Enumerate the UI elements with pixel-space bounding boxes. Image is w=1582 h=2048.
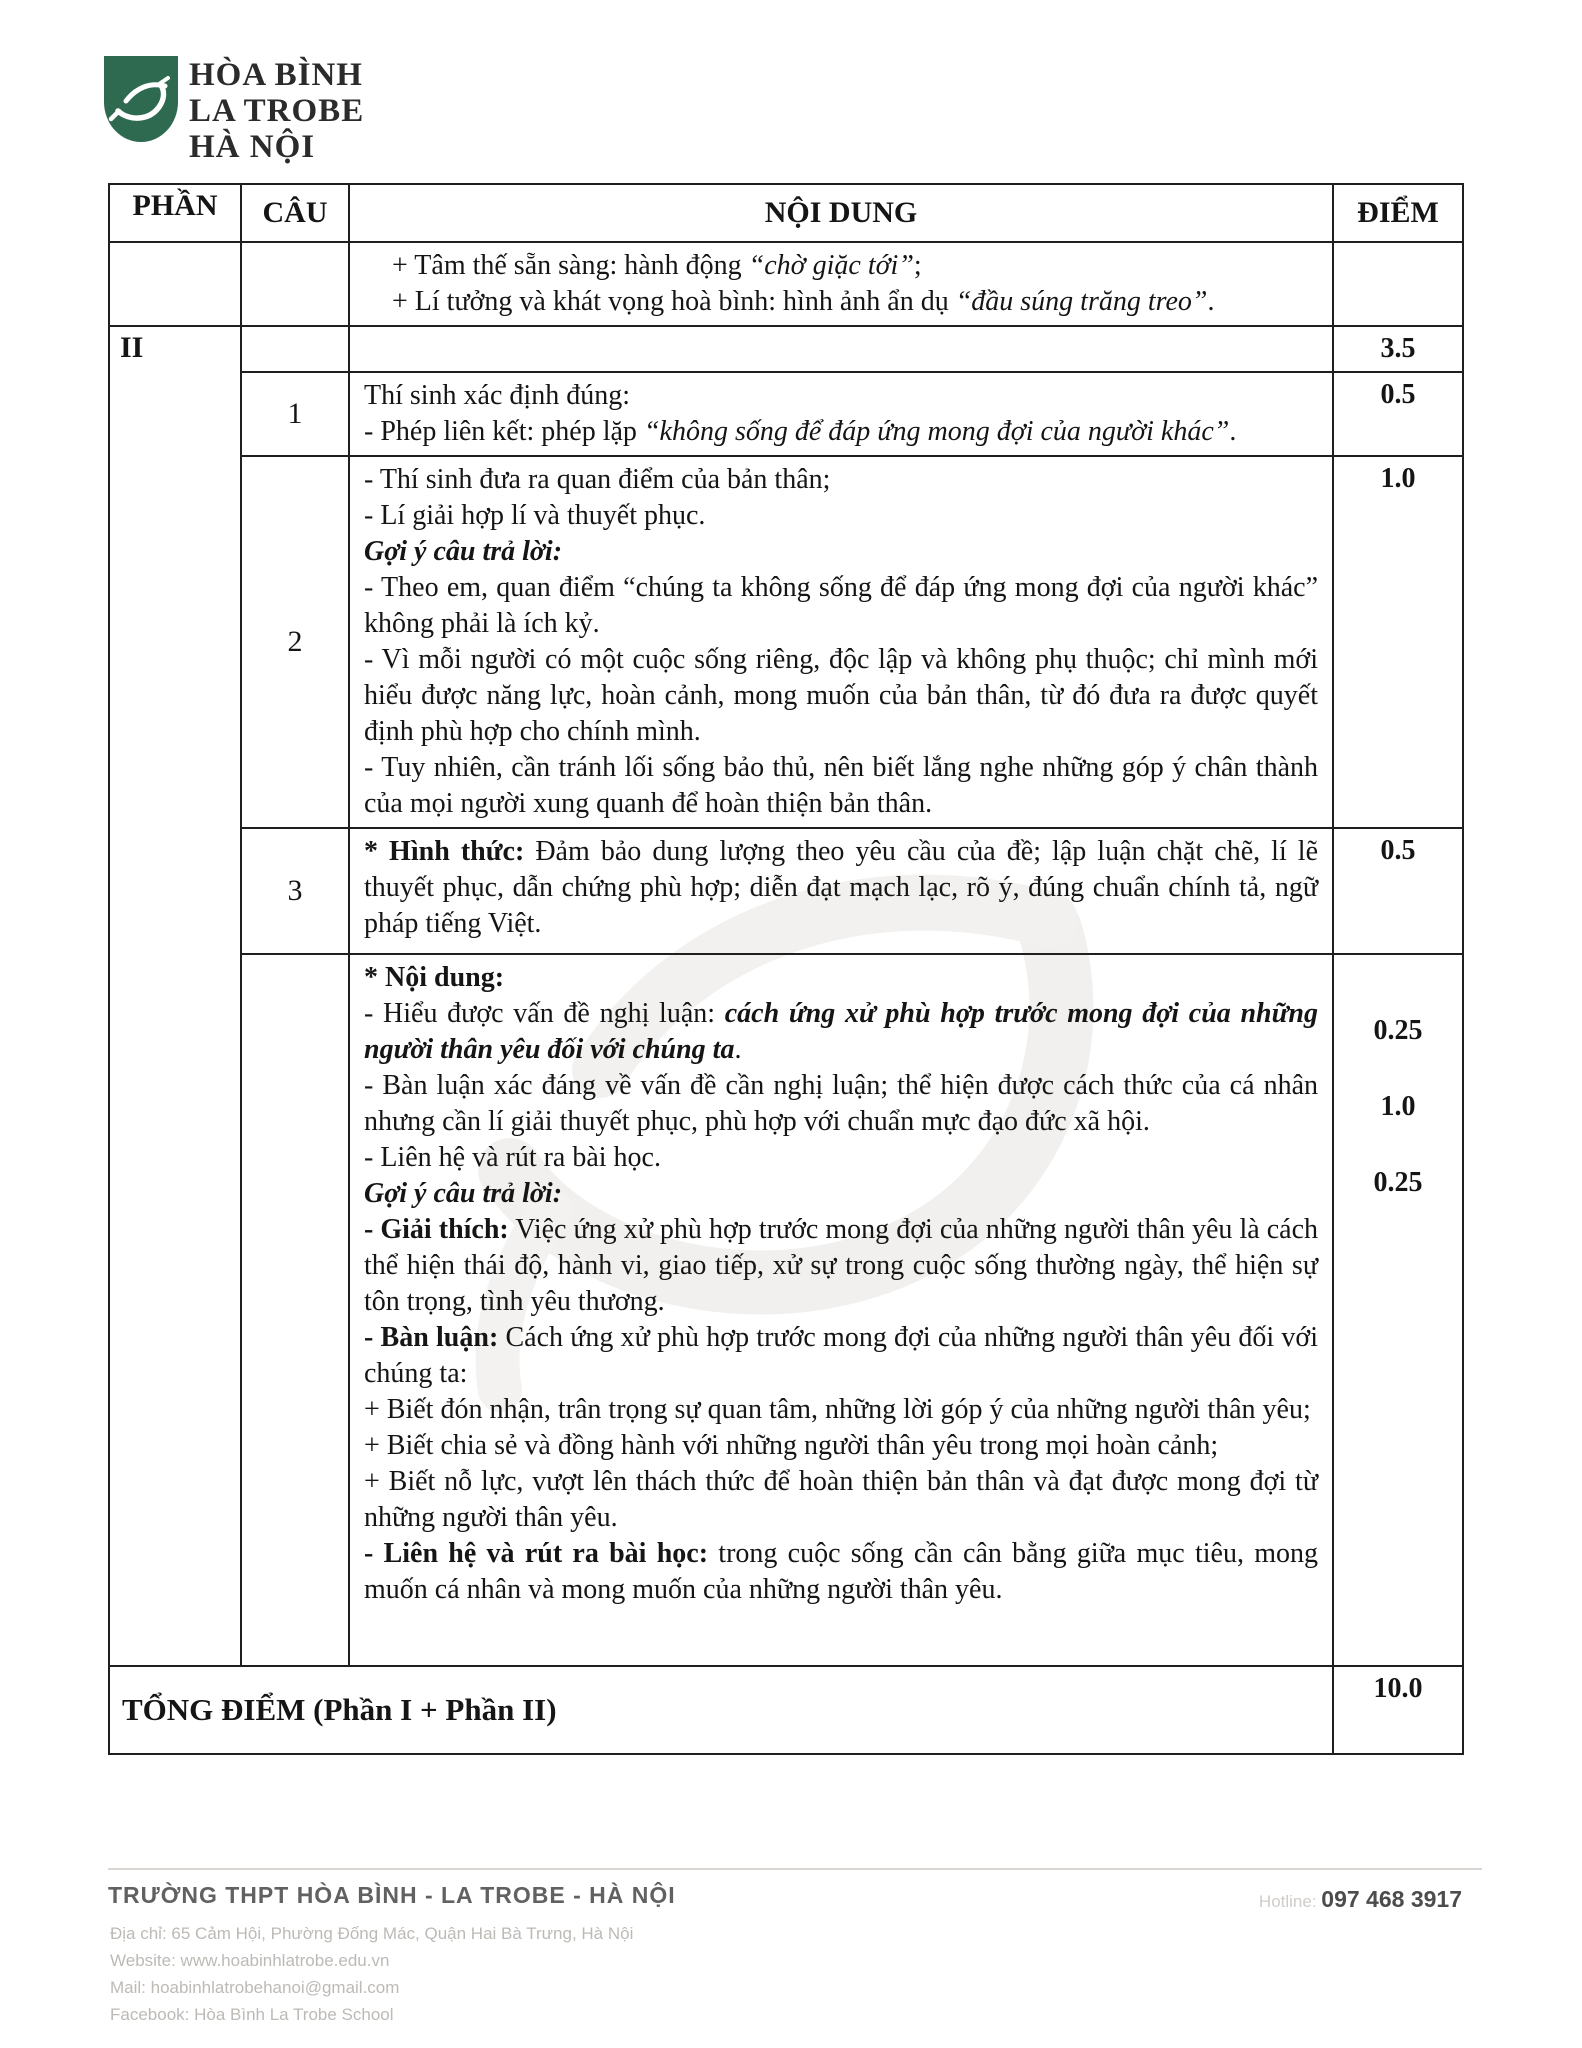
question3-content-row <box>109 954 1463 1666</box>
score-025-a: 0.25 <box>1373 1015 1423 1046</box>
question3-content-block: * Nội dung: - Hiểu được vấn đề nghị luận: cách ứng xử phù hợp trước mong đợi của những người thân yêu đối với chúng ta. - Bàn luận xác đáng về vấn đề cần nghị luận; thể hiện được cách thức của cá nhân nhưng cần lí giải thuyết phục, phù hợp với chuẩn mực đạo đức xã hội. - Liên hệ và rút ra bài học. Gợi ý câu trả lời: - Giải thích: Việc ứng xử phù hợp trước mong đợi của những người thân yêu là cách thể hiện thái độ, hành vi, giao tiếp, xử sự trong cuộc sống thường ngày, thể hiện sự tôn trọng, tình yêu thương. - Bàn luận: Cách ứng xử phù hợp trước mong đợi của những người thân yêu đối với chúng ta: + Biết đón nhận, trân trọng sự quan tâm, những lời góp ý của những người thân yêu; + Biết chia sẻ và đồng hành với những người thân yêu trong mọi hoàn cảnh; + Biết nỗ lực, vượt lên thách thức để hoàn thiện bản thân và đạt được mong đợi từ những người thân yêu. - Liên hệ và rút ra bài học: trong cuộc sống cần cân bằng giữa mục tiêu, mong muốn cá nhân và mong muốn của những người thân yêu. <box>349 954 1333 1666</box>
question2-row <box>109 456 1463 828</box>
question3-form-score: 0.5 <box>1333 828 1463 954</box>
part2-score: 3.5 <box>1333 326 1463 372</box>
footer-website: Website: www.hoabinhlatrobe.edu.vn <box>110 1951 390 1970</box>
score-025-b: 0.25 <box>1373 1167 1423 1198</box>
score-10: 1.0 <box>1380 1091 1416 1122</box>
question3-form-row <box>109 828 1463 954</box>
header-diem: ĐIỂM <box>1333 184 1463 242</box>
footer-school-name: TRƯỜNG THPT HÒA BÌNH - LA TROBE - HÀ NỘI <box>108 1882 676 1908</box>
logo-shield <box>103 55 179 143</box>
empty-cau-cell <box>241 954 349 1666</box>
question2-content: - Thí sinh đưa ra quan điểm của bản thân; - Lí giải hợp lí và thuyết phục. Gợi ý câu trả lời: - Theo em, quan điểm “chúng ta không sống để đáp ứng mong đợi của người khác” không phải là ích kỷ. - Vì mỗi người có một cuộc sống riêng, độc lập và không phụ thuộc; chỉ mình mới hiểu được năng lực, hoàn cảnh, mong muốn của bản thân, từ đó đưa ra được quyết định phù hợp cho chính mình. - Tuy nhiên, cần tránh lối sống bảo thủ, nên biết lắng nghe những góp ý chân thành của mọi người xung quanh để hoàn thiện bản thân. <box>349 456 1333 828</box>
question3-form-content: * Hình thức: Đảm bảo dung lượng theo yêu cầu của đề; lập luận chặt chẽ, lí lẽ thuyết phục, dẫn chứng phù hợp; diễn đạt mạch lạc, rõ ý, đúng chuẩn chính tả, ngữ pháp tiếng Việt. <box>349 828 1333 954</box>
footer-contact-block <box>110 1920 633 2028</box>
rubric-table <box>108 183 1464 1755</box>
question1-score: 0.5 <box>1333 372 1463 456</box>
part2-row <box>109 326 1463 372</box>
question3-content-scores <box>1333 954 1463 1666</box>
logo-text-line3: HÀ NỘI <box>189 129 316 165</box>
logo-text <box>189 55 364 165</box>
question3-number: 3 <box>241 828 349 954</box>
hotline-number: 097 468 3917 <box>1321 1886 1462 1912</box>
header-cau: CÂU <box>241 184 349 242</box>
part2-label: II <box>109 326 241 1666</box>
school-logo <box>103 55 364 165</box>
question1-number: 1 <box>241 372 349 456</box>
header-phan: PHẦN <box>109 184 241 242</box>
empty-cau-cell <box>241 242 349 326</box>
footer-mail: Mail: hoabinhlatrobehanoi@gmail.com <box>110 1978 400 1997</box>
table-header-row <box>109 184 1463 242</box>
empty-cau-cell <box>241 326 349 372</box>
footer-hotline <box>1132 1886 1462 1913</box>
footer-divider <box>108 1868 1482 1870</box>
hotline-label: Hotline: <box>1258 1892 1322 1911</box>
question2-score: 1.0 <box>1333 456 1463 828</box>
total-row <box>109 1666 1463 1754</box>
logo-text-line1: HÒA BÌNH <box>189 57 363 93</box>
question1-content: Thí sinh xác định đúng: - Phép liên kết: phép lặp “không sống để đáp ứng mong đợi của người khác”. <box>349 372 1333 456</box>
total-score: 10.0 <box>1333 1666 1463 1754</box>
question1-row <box>109 372 1463 456</box>
total-label: TỔNG ĐIỂM (Phần I + Phần II) <box>109 1666 1333 1754</box>
shield-shape <box>104 56 178 142</box>
empty-content-cell <box>349 326 1333 372</box>
question2-number: 2 <box>241 456 349 828</box>
footer-facebook: Facebook: Hòa Bình La Trobe School <box>110 2005 394 2024</box>
empty-phan-cell <box>109 242 241 326</box>
part1-tail-content: + Tâm thế sẵn sàng: hành động “chờ giặc tới”; + Lí tưởng và khát vọng hoà bình: hình ảnh ẩn dụ “đầu súng trăng treo”. <box>349 242 1333 326</box>
empty-score-cell <box>1333 242 1463 326</box>
header-noidung: NỘI DUNG <box>349 184 1333 242</box>
footer-address: Địa chỉ: 65 Cảm Hội, Phường Đống Mác, Quận Hai Bà Trưng, Hà Nội <box>110 1924 634 1943</box>
logo-text-line2: LA TROBE <box>189 93 365 129</box>
part1-tail-row <box>109 242 1463 326</box>
